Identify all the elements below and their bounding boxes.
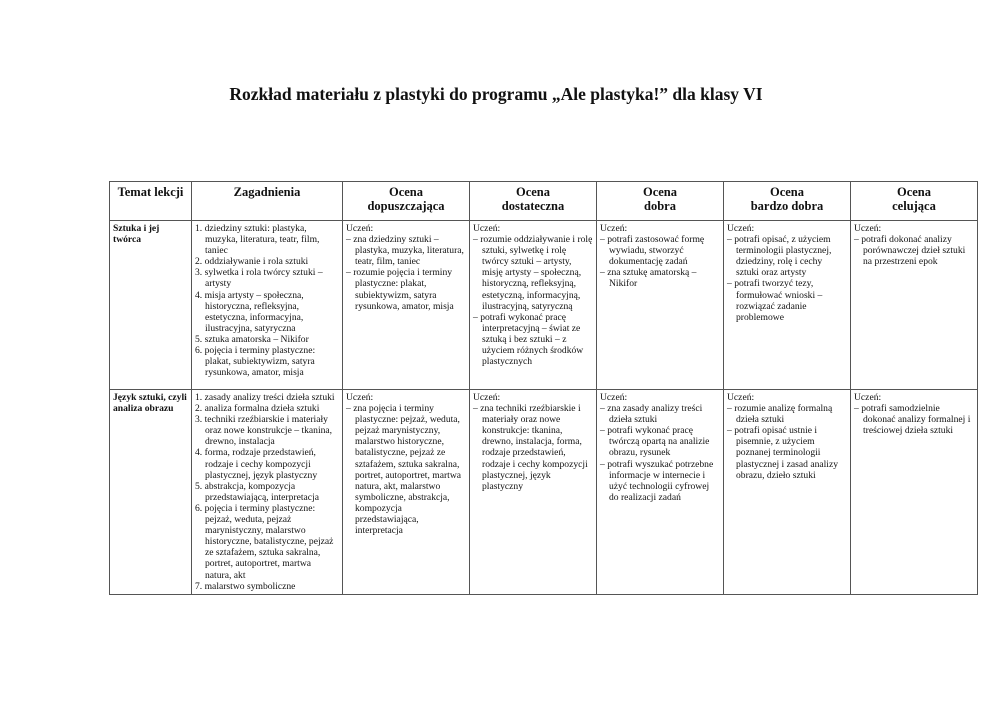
list-item: – potrafi tworzyć tezy, formułować wnioski – rozwiązać zadanie problemowe	[727, 278, 847, 322]
header-grade-5: Ocena bardzo dobra	[724, 182, 851, 221]
header-grade-6: Ocena celująca	[851, 182, 978, 221]
grade-5-cell	[724, 390, 851, 595]
list-item: – potrafi wyszukać potrzebne informacje w internecie i użyć technologii cyfrowej do realizacji zadań	[600, 459, 720, 503]
list-item: – potrafi wykonać pracę interpretacyjną – świat ze sztuką i bez sztuki – z użyciem różnych środków plastycznych	[473, 312, 593, 367]
document-title: Rozkład materiału z plastyki do programu „Ale plastyka!” dla klasy VI	[229, 84, 763, 104]
student-lead: Uczeń:	[600, 223, 628, 234]
lesson-plan-table	[109, 181, 978, 595]
list-item: – potrafi samodzielnie dokonać analizy formalnej i treściowej dzieła sztuki	[854, 403, 974, 436]
list-item: 4. misja artysty – społeczna, historyczna, refleksyjna, estetyczna, informacyjna, ilustracyjna, satyryczna	[195, 289, 304, 334]
list-item: – rozumie analizę formalną dzieła sztuki	[727, 403, 847, 425]
student-lead: Uczeń:	[854, 223, 882, 234]
grade-3-cell	[470, 221, 597, 390]
list-item: 3. techniki rzeźbiarskie i materiały oraz nowe konstrukcje – tkanina, drewno, instalacja	[195, 414, 333, 448]
table-row	[110, 390, 978, 595]
list-item: – zna zasady analizy treści dzieła sztuki	[600, 403, 720, 425]
list-item: – potrafi opisać ustnie i pisemnie, z użyciem poznanej terminologii plastycznej i zasad analizy obrazu, dzieło sztuki	[727, 425, 847, 480]
list-item: – potrafi wykonać pracę twórczą opartą na analizie obrazu, rysunek	[600, 425, 720, 458]
student-lead: Uczeń:	[346, 223, 374, 234]
list-item: 6. pojęcia i terminy plastyczne: pejzaż, weduta, pejzaż marynistyczny, malarstwo historyczne, batalistyczne, pejzaż ze sztafażem, sztuka sakralna, portret, autoportret, martwa natura, akt	[195, 502, 334, 581]
list-item: 5. sztuka amatorska – Nikifor	[195, 333, 309, 345]
student-lead: Uczeń:	[346, 392, 374, 403]
header-grade-2: Ocena dopuszczająca	[343, 182, 470, 221]
table-row	[110, 221, 978, 390]
grade-6-cell	[851, 221, 978, 390]
list-item: – zna pojęcia i terminy plastyczne: pejzaż, weduta, pejzaż marynistyczny, malarstwo historyczne, batalistyczne, pejzaż ze sztafażem, sztuka sakralna, portret, autoportret, martwa natura, akt, malarstwo symboliczne, abstrakcja, kompozycja przedstawiająca, interpretacja	[346, 403, 466, 536]
header-grade-3: Ocena dostateczna	[470, 182, 597, 221]
grade-4-cell	[597, 390, 724, 595]
student-lead: Uczeń:	[727, 223, 755, 234]
grade-3-cell	[470, 390, 597, 595]
list-item: 6. pojęcia i terminy plastyczne: plakat, subiektywizm, satyra rysunkowa, amator, misja	[195, 345, 316, 379]
topic-cell: Język sztuki, czyli analiza obrazu	[110, 390, 192, 595]
list-item: 2. analiza formalna dzieła sztuki	[195, 403, 320, 415]
list-item: 1. zasady analizy treści dzieła sztuki	[195, 392, 335, 403]
student-lead: Uczeń:	[473, 392, 501, 403]
list-item: 4. forma, rodzaje przedstawień, rodzaje i cechy kompozycji plastycznej, język plastyczny	[195, 447, 318, 481]
header-grade-4: Ocena dobra	[597, 182, 724, 221]
table-header-row	[110, 182, 978, 221]
list-item: – zna techniki rzeźbiarskie i materiały oraz nowe konstrukcje: tkanina, drewno, instalacja, forma, rodzaje przedstawień, rodzaje i cechy kompozycji plastycznej, język plastyczny	[473, 403, 593, 492]
grade-2-cell	[343, 390, 470, 595]
list-item: 7. malarstwo symboliczne	[195, 580, 296, 592]
student-lead: Uczeń:	[600, 392, 628, 403]
list-item: – potrafi opisać, z użyciem terminologii plastycznej, dziedziny, rolę i cechy sztuki oraz artysty	[727, 234, 847, 278]
list-item: – zna sztukę amatorską – Nikifor	[600, 267, 720, 289]
list-item: 1. dziedziny sztuki: plastyka, muzyka, literatura, teatr, film, taniec	[195, 223, 320, 257]
issues-cell	[192, 390, 343, 595]
student-lead: Uczeń:	[473, 223, 501, 234]
header-issues: Zagadnienia	[192, 182, 343, 221]
list-item: – rozumie pojęcia i terminy plastyczne: plakat, subiektywizm, satyra rysunkowa, amator, misja	[346, 267, 466, 311]
issues-cell	[192, 221, 343, 390]
grade-2-cell	[343, 221, 470, 390]
list-item: 3. sylwetka i rola twórcy sztuki – artysty	[195, 267, 323, 290]
grade-4-cell	[597, 221, 724, 390]
topic-cell: Sztuka i jej twórca	[110, 221, 192, 390]
list-item: – rozumie oddziaływanie i rolę sztuki, sylwetkę i rolę twórcy sztuki – artysty, misję artysty – społeczną, historyczną, refleksyjną, estetyczną, informacyjną, ilustracyjną, satyryczną	[473, 234, 593, 312]
grade-5-cell	[724, 221, 851, 390]
list-item: 5. abstrakcja, kompozycja przedstawiającą, interpretacja	[195, 480, 319, 503]
list-item: 2. oddziaływanie i rola sztuki	[195, 256, 309, 268]
grade-6-cell	[851, 390, 978, 595]
student-lead: Uczeń:	[854, 392, 882, 403]
student-lead: Uczeń:	[727, 392, 755, 403]
list-item: – potrafi dokonać analizy porównawczej dzieł sztuki na przestrzeni epok	[854, 234, 974, 267]
list-item: – zna dziedziny sztuki – plastyka, muzyka, literatura, teatr, film, taniec	[346, 234, 466, 267]
list-item: – potrafi zastosować formę wywiadu, stworzyć dokumentację zadań	[600, 234, 720, 267]
header-topic: Temat lekcji	[110, 182, 192, 221]
